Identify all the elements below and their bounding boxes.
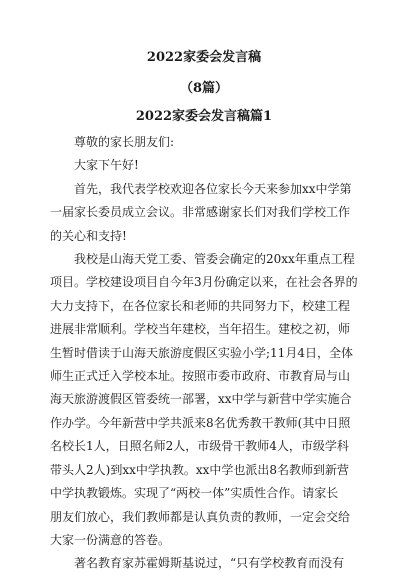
body-line: 我校是山海天党工委、管委会确定的20xx年重点工程 (74, 252, 355, 267)
document-title: 2022家委会发言稿 (146, 50, 262, 65)
body-line: 大家下午好! (74, 158, 139, 173)
body-line: 生暂时借读于山海天旅游度假区实验小学;11月4日，全体 (50, 345, 353, 360)
body-line: 朋友们放心，我们教师都是认真负责的教师，一定会交给 (50, 509, 351, 524)
body-line: 作办学。今年新营中学共派来8名优秀教干教师(其中日照 (50, 415, 351, 430)
body-line: 项目。学校建设项目自今年3月份确定以来，在社会各界的 (50, 275, 358, 290)
body-line: 师生正式迁入学校本址。按照市委市政府、市教育局与山 (50, 369, 351, 384)
document-subtitle: （8篇） (179, 81, 229, 96)
body-line: 名校长1人，日照名师2人，市级骨干教师4人，市级学科 (50, 439, 349, 454)
body-line: 大力支持下，在各位家长和老师的共同努力下，校建工程 (50, 298, 351, 313)
document-body (50, 131, 358, 576)
body-line: 的关心和支持! (50, 228, 127, 243)
body-line: 著名教育家苏霍姆斯基说过，“只有学校教育而没有 (74, 556, 345, 571)
body-line: 尊敬的家长朋友们: (74, 135, 175, 149)
body-line: 带头人2人)到xx中学执教。xx中学也派出8名教师到新营 (50, 462, 350, 477)
body-line: 大家一份满意的答卷。 (50, 532, 171, 547)
body-line: 进展非常顺利。学校当年建校，当年招生。建校之初，师 (50, 322, 351, 337)
section-title: 2022家委会发言稿篇1 (135, 109, 273, 124)
body-line: 海天旅游渡假区管委统一部署，xx中学与新营中学实施合 (50, 392, 352, 407)
body-line: 首先，我代表学校欢迎各位家长今天来参加xx中学第 (74, 181, 352, 196)
body-line: 一届家长委员成立会议。非常感谢家长们对我们学校工作 (50, 205, 351, 220)
body-line: 中学执教锻炼。实现了“两校一体”实质性合作。请家长 (50, 486, 339, 501)
